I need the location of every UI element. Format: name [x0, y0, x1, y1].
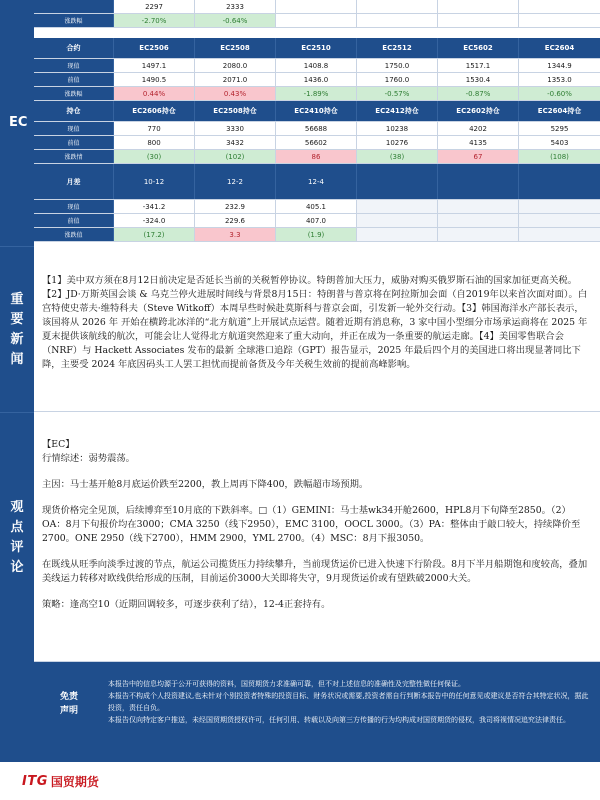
row-label: 现值	[34, 200, 114, 213]
cell: 407.0	[276, 214, 357, 227]
view-paragraph: 现货价格完全见顶，后续博弈至10月底的下跌斜率。□（1）GEMINI：马士基wk34开舱2600，HPL8月下旬降至2850。（2）OA：8月下旬报价均在3000；CMA 3250（线下2950），EMC 3100，OOCL 3000。（3）PA：整体由于敲口较大，持续降价至2700。ONE 2950（线下2700），HMM 2900，YML 2700。（4）MSC：8月下报3050。	[42, 505, 581, 544]
view-side-label	[0, 412, 34, 662]
cell	[276, 14, 357, 27]
cell	[357, 200, 438, 213]
row-label: 涨跌幅	[34, 87, 114, 100]
cell	[519, 214, 600, 227]
header-cell: EC2506	[114, 38, 195, 58]
header-cell: EC2508持仓	[195, 101, 276, 121]
row-label: 涨跌幅	[34, 14, 114, 27]
table-row	[34, 150, 600, 164]
cell: (1.9)	[276, 228, 357, 241]
view-body	[34, 438, 600, 612]
cell: 2333	[195, 0, 276, 13]
header-cell: EC2512	[357, 38, 438, 58]
header-cell: EC2602持仓	[438, 101, 519, 121]
cell: 800	[114, 136, 195, 149]
cell: 3330	[195, 122, 276, 135]
cell	[519, 228, 600, 241]
cell: 232.9	[195, 200, 276, 213]
cell: 0.44%	[114, 87, 195, 100]
cell: -1.89%	[276, 87, 357, 100]
header-cell	[438, 164, 519, 199]
view-section	[34, 412, 600, 662]
header-cell: 合约	[34, 38, 114, 58]
news-body: 【1】美中双方须在8月12日前决定是否延长当前的关税暂停协议。特朗普加大压力，威胁对购买俄罗斯石油的国家加征更高关税。【2】JD·万斯英国会谈 & 乌克兰停火进展时间线与背景8月15日：特朗普与普京将在阿拉斯加会面（自2019年以来首次面对面）。白宫特使史蒂夫·维特科夫（Steve Witkoff）本周早些时候赴莫斯科与普京会面，引发新一轮外交行动。【3】韩国海洋水产部长表示，该国将从 2026 年 开始在横跨北冰洋的“北方航道”上开展试点运营。随着近期有消息称，3 家中国小型细分市场承运商将在 2025 年夏末提供该航线的航次，可能会让人觉得北方航道突然迎来了重大动向，并正在成为一条重要的航运走廊。【4】美国零售联合会（NRF）与 Hackett Associates 发布的最新 全球港口追踪（GPT）报告显示，2025 年最后四个月的美国进口将出现显著同比下降，主要受 2024 年底因码头工人罢工担忧而提前备货及今年关税生效前的提前高峰影响。	[42, 275, 588, 370]
row-label: 涨跌情	[34, 150, 114, 163]
cell: 10276	[357, 136, 438, 149]
spread-header-row	[34, 164, 600, 200]
cell: 67	[438, 150, 519, 163]
header-cell: 持仓	[34, 101, 114, 121]
cell: 4202	[438, 122, 519, 135]
cell: (108)	[519, 150, 600, 163]
price-header-row	[34, 38, 600, 59]
footer	[0, 762, 600, 800]
spacer	[34, 28, 600, 38]
view-tag: 【EC】	[42, 439, 75, 450]
header-cell: EC2604持仓	[537, 107, 582, 115]
partial-row-1	[34, 0, 600, 14]
cell: -0.64%	[195, 14, 276, 27]
partial-row-2	[34, 14, 600, 28]
cell: 3432	[195, 136, 276, 149]
cell: 1353.0	[547, 75, 572, 84]
cell	[519, 14, 600, 27]
header-cell: EC5602	[438, 38, 519, 58]
table-row	[34, 136, 600, 150]
cell	[357, 0, 438, 13]
cell	[276, 0, 357, 13]
table-row	[34, 87, 600, 101]
header-cell: 12-2	[195, 164, 276, 199]
row-label: 前值	[34, 214, 114, 227]
view-paragraph: 策略：逢高空10（近期回调较多，可逐步获利了结），12-4正套持有。	[42, 599, 331, 610]
header-cell	[357, 164, 438, 199]
cell: 2080.0	[195, 59, 276, 72]
cell: -0.60%	[519, 87, 600, 100]
header-cell: EC2508	[195, 38, 276, 58]
cell: 5403	[550, 138, 569, 147]
header-cell: 月差	[34, 164, 114, 199]
cell: -2.70%	[114, 14, 195, 27]
table-row	[34, 122, 600, 136]
cell: 229.6	[195, 214, 276, 227]
cell: -0.57%	[357, 87, 438, 100]
brand-name: 国贸期货	[50, 774, 99, 789]
cell: 2297	[114, 0, 195, 13]
row-label: 涨跌值	[34, 228, 114, 241]
cell	[438, 228, 519, 241]
cell: 2071.0	[195, 73, 276, 86]
cell	[357, 228, 438, 241]
disclaimer-line: 本报告不构成个人投资建议,也未针对个别投资者特殊的投资目标、财务状况或需要,投资者需自行判断本报告中的任何意见或建议是否符合其特定状况，据此投资，责任自负。	[108, 692, 589, 712]
cell: 4135	[438, 136, 519, 149]
table-row	[34, 228, 600, 242]
table-row	[34, 59, 600, 73]
news-side-label	[0, 246, 34, 412]
row-label: 前值	[34, 73, 114, 86]
cell: 770	[114, 122, 195, 135]
cell: 56688	[276, 122, 357, 135]
view-summary: 行情综述：弱势震荡。	[42, 453, 135, 464]
header-cell: EC2604	[544, 44, 575, 52]
cell: (38)	[357, 150, 438, 163]
cell	[34, 0, 114, 13]
cell	[357, 14, 438, 27]
cell: 0.43%	[195, 87, 276, 100]
cell: 1750.0	[357, 59, 438, 72]
header-cell: 10-12	[114, 164, 195, 199]
cell	[438, 214, 519, 227]
header-cell: EC2606持仓	[114, 101, 195, 121]
disclaimer-body	[108, 678, 594, 726]
header-cell: EC2410持仓	[276, 101, 357, 121]
table-row	[34, 200, 600, 214]
itg-logo: ITG	[22, 773, 48, 789]
cell: 1497.1	[114, 59, 195, 72]
view-paragraph: 主因：马士基开舱8月底运价跌至2200，教上周再下降400，跌幅超市场预期。	[42, 479, 369, 490]
row-label: 前值	[34, 136, 114, 149]
disclaimer-title	[34, 690, 104, 718]
ec-table	[34, 0, 600, 242]
cell: 1344.9	[547, 61, 572, 70]
row-label: 现值	[34, 122, 114, 135]
cell: -324.0	[114, 214, 195, 227]
ec-side-label	[0, 0, 34, 246]
cell: (30)	[114, 150, 195, 163]
header-cell	[519, 164, 600, 199]
cell: (17.2)	[114, 228, 195, 241]
cell: 56602	[276, 136, 357, 149]
news-side-text: 重要新闻	[10, 291, 24, 367]
cell	[438, 200, 519, 213]
disclaimer-line: 本报告中的信息均源于公开可获得的资料，国贸期货力求准确可靠，但不对上述信息的准确性及完整性做任何保证。	[108, 680, 465, 688]
cell	[357, 214, 438, 227]
cell: 1517.1	[438, 59, 519, 72]
cell: 1760.0	[357, 73, 438, 86]
cell: 1530.4	[438, 73, 519, 86]
cell: 405.1	[276, 200, 357, 213]
cell: 1490.5	[114, 73, 195, 86]
table-row	[34, 214, 600, 228]
cell: 1436.0	[276, 73, 357, 86]
cell	[519, 200, 600, 213]
header-cell: EC2412持仓	[357, 101, 438, 121]
header-cell: 12-4	[276, 164, 357, 199]
cell: (102)	[195, 150, 276, 163]
view-side-text: 观点评论	[10, 499, 24, 575]
cell: 3.3	[195, 228, 276, 241]
ec-side-text: EC	[9, 115, 28, 130]
cell	[519, 0, 600, 13]
cell	[438, 14, 519, 27]
cell	[438, 0, 519, 13]
cell: -341.2	[114, 200, 195, 213]
cell: -0.87%	[438, 87, 519, 100]
news-section	[34, 246, 600, 412]
header-cell: EC2510	[276, 38, 357, 58]
disclaimer-title-text: 免责声明	[59, 692, 78, 716]
cell: 86	[276, 150, 357, 163]
cell: 5295	[550, 124, 569, 133]
table-row	[34, 73, 600, 87]
hold-header-row	[34, 101, 600, 122]
row-label: 现值	[34, 59, 114, 72]
view-paragraph: 在既线从旺季向淡季过渡的节点，航运公司揽货压力持续攀升，当前现货运价已进入快速下行阶段。8月下半月船期饱和度较高，叠加美线运力转移对欧线供给形成的压制，目前运价3000大关即将失守，9月现货运价或有望跌破2000大关。	[42, 559, 588, 584]
disclaimer-line: 本报告仅向特定客户推送，未经国贸期货授权许可，任何引用、转载以及向第三方传播的行为均构成对国贸期货的侵权，我司将视情况追究法律责任。	[108, 716, 570, 724]
cell: 10238	[357, 122, 438, 135]
cell: 1408.8	[276, 59, 357, 72]
